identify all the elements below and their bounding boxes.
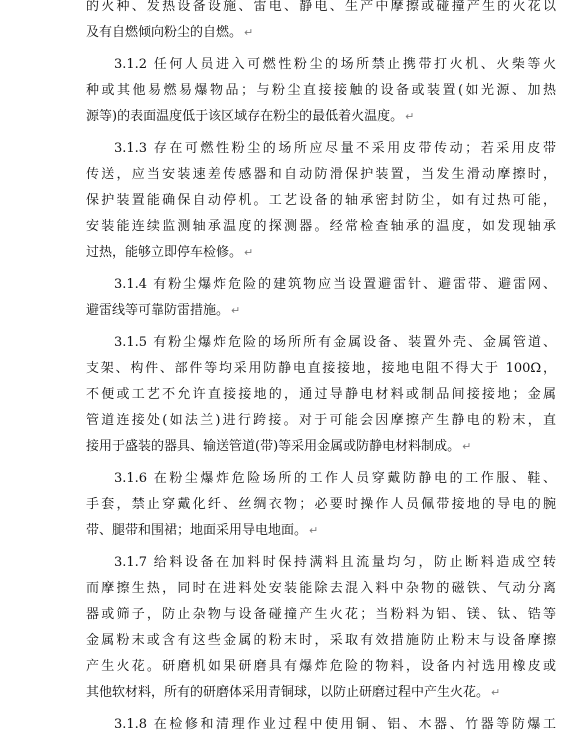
paragraph-3-1-4 — [86, 272, 556, 324]
document-body — [86, 0, 556, 738]
text-line — [86, 298, 556, 324]
paragraph-3-1-1-continuation — [86, 0, 556, 46]
paragraph-3-1-8 — [86, 712, 556, 738]
text-line: 而摩擦生热，同时在进料处安装能除去混入料中杂物的磁铁、气动分离 — [86, 581, 556, 596]
text-line: 保护装置能确保自动停机。工艺设备的轴承密封防尘，如有过热可能， — [86, 193, 556, 208]
paragraph-mark-icon: ↵ — [244, 246, 254, 259]
text-line: 传送，应当安装速差传感器和自动防滑保护装置，当发生滑动摩擦时， — [86, 167, 556, 182]
text-line: 3.1.7 给料设备在加料时保持满料且流量均匀，防止断料造成空转 — [114, 555, 556, 570]
text-line-content: 及有自燃倾向粉尘的自燃。 — [86, 25, 243, 40]
text-line: 支架、构件、部件等均采用防静电直接接地，接地电阻不得大于 100Ω， — [86, 361, 556, 376]
text-line-content: 源等)的表面温度低于该区域存在粉尘的最低着火温度。 — [86, 109, 404, 124]
text-line — [86, 104, 556, 130]
text-line: 金属粉末或含有这些金属的粉末时，采取有效措施防止粉末与设备摩擦 — [86, 633, 556, 648]
text-line: 不便或工艺不允许直接接地的，通过导静电材料或制品间接接地；金属 — [86, 387, 556, 402]
text-line: 3.1.8 在检修和清理作业过程中使用铜、铝、木器、竹器等防爆工 — [114, 717, 556, 732]
text-line — [86, 680, 556, 706]
text-line: 3.1.4 有粉尘爆炸危险的建筑物应当设置避雷针、避雷带、避雷网、 — [114, 277, 556, 292]
paragraph-mark-icon: ↵ — [462, 440, 472, 453]
text-line: 管道连接处(如法兰)进行跨接。对于可能会因摩擦产生静电的粉末，直 — [86, 413, 556, 428]
paragraph-3-1-5 — [86, 330, 556, 460]
text-line: 器或筛子，防止杂物与设备碰撞产生火花；当粉料为铝、镁、钛、锆等 — [86, 607, 556, 622]
text-line — [86, 20, 556, 46]
text-line: 3.1.3 存在可燃性粉尘的场所应尽量不采用皮带传动；若采用皮带 — [114, 141, 556, 156]
text-line: 3.1.5 有粉尘爆炸危险的场所所有金属设备、装置外壳、金属管道、 — [114, 335, 556, 350]
text-line-content: 带、腿带和围裙；地面采用导电地面。 — [86, 523, 308, 538]
paragraph-mark-icon: ↵ — [244, 26, 254, 39]
text-line-content: 接用于盛装的器具、输送管道(带)等采用金属或防静电材料制成。 — [86, 439, 461, 454]
paragraph-mark-icon: ↵ — [405, 110, 415, 123]
paragraph-3-1-6 — [86, 466, 556, 544]
paragraph-mark-icon: ↵ — [491, 686, 501, 699]
paragraph-mark-icon: ↵ — [231, 304, 241, 317]
text-line-content: 其他软材料，所有的研磨体采用青铜球，以防止研磨过程中产生火花。 — [86, 685, 490, 700]
paragraph-3-1-2 — [86, 52, 556, 130]
text-line — [86, 240, 556, 266]
text-line: 3.1.6 在粉尘爆炸危险场所的工作人员穿戴防静电的工作服、鞋、 — [114, 471, 556, 486]
paragraph-mark-icon: ↵ — [309, 524, 319, 537]
text-line-content: 过热，能够立即停车检修。 — [86, 245, 243, 260]
text-line: 手套，禁止穿戴化纤、丝绸衣物；必要时操作人员佩带接地的导电的腕 — [86, 497, 556, 512]
text-line: 安装能连续监测轴承温度的探测器。经常检查轴承的温度，如发现轴承 — [86, 219, 556, 234]
text-line — [86, 434, 556, 460]
text-line: 的火种、发热设备设施、雷电、静电、生产中摩擦或碰撞产生的火花以 — [86, 0, 556, 14]
text-line: 3.1.2 任何人员进入可燃性粉尘的场所禁止携带打火机、火柴等火 — [114, 57, 556, 72]
text-line-content: 避雷线等可靠防雷措施。 — [86, 303, 230, 318]
text-line: 种或其他易燃易爆物品；与粉尘直接接触的设备或装置(如光源、加热 — [86, 83, 556, 98]
paragraph-3-1-3 — [86, 136, 556, 266]
paragraph-3-1-7 — [86, 550, 556, 706]
text-line: 产生火花。研磨机如果研磨具有爆炸危险的物料，设备内衬选用橡皮或 — [86, 659, 556, 674]
text-line — [86, 518, 556, 544]
